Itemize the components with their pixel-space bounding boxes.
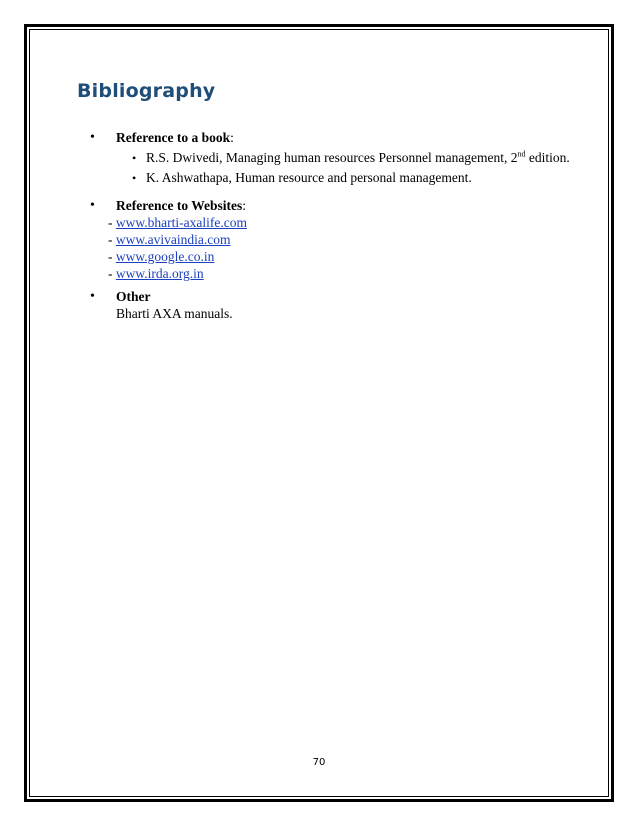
list-item — [108, 231, 247, 248]
website-link[interactable]: www.bharti-axalife.com — [115, 215, 247, 230]
page-title: Bibliography — [77, 80, 216, 102]
section-heading-label: Other — [116, 289, 151, 304]
superscript: nd — [517, 149, 526, 159]
list-dash: - — [108, 249, 116, 264]
list-item — [132, 168, 570, 188]
heading-suffix: : — [230, 130, 234, 145]
list-item — [108, 248, 247, 265]
section-heading — [116, 196, 246, 215]
bullet-icon: • — [90, 198, 95, 213]
book-list — [132, 148, 570, 188]
list-item — [108, 265, 247, 282]
book-entry-suffix: edition. — [525, 150, 570, 165]
bullet-icon: • — [90, 130, 95, 145]
book-entry-text: K. Ashwathapa, Human resource and personal management. — [146, 170, 472, 185]
section-heading — [116, 128, 234, 147]
section-heading-label: Reference to Websites — [116, 198, 243, 213]
list-dash: - — [108, 266, 116, 281]
other-entry-text: Bharti AXA manuals. — [116, 306, 233, 321]
heading-suffix: : — [242, 198, 246, 213]
website-link[interactable]: www.google.co.in — [115, 249, 215, 264]
bullet-icon: • — [90, 289, 95, 304]
list-item — [132, 148, 570, 168]
page-number: 70 — [312, 757, 326, 768]
book-entry-text: R.S. Dwivedi, Managing human resources Personnel management, 2 — [146, 150, 518, 165]
bullet-icon: • — [132, 171, 137, 185]
list-dash: - — [108, 215, 116, 230]
list-dash: - — [108, 232, 116, 247]
website-link[interactable]: www.irda.org.in — [115, 266, 204, 281]
list-item — [108, 214, 247, 231]
website-list — [108, 214, 247, 282]
bullet-icon: • — [132, 151, 137, 165]
website-link[interactable]: www.avivaindia.com — [115, 232, 231, 247]
section-heading-label: Reference to a book — [116, 130, 231, 145]
